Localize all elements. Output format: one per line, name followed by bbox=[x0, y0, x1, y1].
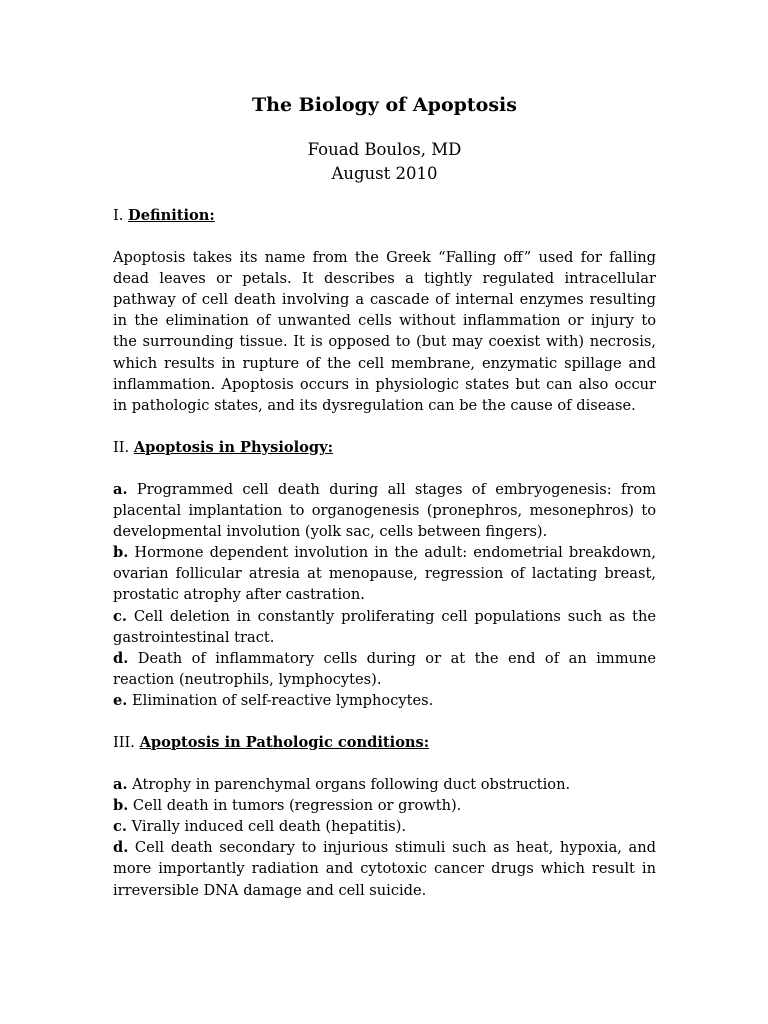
section-number: I. bbox=[113, 207, 129, 224]
item-text: Elimination of self-reactive lymphocytes. bbox=[127, 691, 434, 709]
list-item bbox=[113, 816, 656, 837]
item-text: Cell deletion in constantly proliferating cell populations such as the gastrointestinal tract. bbox=[113, 607, 656, 646]
list-item bbox=[113, 479, 656, 542]
item-letter: d. bbox=[113, 649, 129, 667]
item-letter: b. bbox=[113, 797, 129, 815]
section-number: II. bbox=[113, 438, 134, 456]
list-item bbox=[113, 606, 656, 648]
item-text: Hormone dependent involution in the adult: endometrial breakdown, ovarian follicular atresia at menopause, regression of lactating breast, prostatic atrophy after castration. bbox=[113, 544, 656, 604]
item-letter: a. bbox=[113, 480, 128, 498]
section-title: Apoptosis in Pathologic conditions: bbox=[139, 733, 430, 751]
item-letter: a. bbox=[113, 776, 128, 794]
section-heading-physiology bbox=[113, 437, 656, 458]
item-letter: c. bbox=[113, 607, 127, 625]
item-text: Programmed cell death during all stages of embryogenesis: from placental implantation to organogenesis (pronephros, mesonephros) to developmental involution (yolk sac, cells between fingers). bbox=[113, 480, 656, 541]
definition-paragraph: Apoptosis takes its name from the Greek “Falling off” used for falling dead leaves or petals. It describes a tightly regulated intracellular pathway of cell death involving a cascade of internal enzymes resulting in the elimination of unwanted cells without inflammation or injury to the surrounding tissue. It is opposed to (but may coexist with) necrosis, which results in rupture of the cell membrane, enzymatic spillage and inflammation. Apoptosis occurs in physiologic states but can also occur in pathologic states, and its dysregulation can be the cause of disease. bbox=[113, 249, 656, 414]
list-item bbox=[113, 648, 656, 690]
item-letter: b. bbox=[113, 544, 129, 562]
physiology-list bbox=[113, 479, 656, 711]
list-item bbox=[113, 774, 656, 795]
list-item bbox=[113, 690, 656, 711]
item-text: Cell death in tumors (regression or growth). bbox=[128, 797, 462, 815]
section-heading-pathology bbox=[113, 732, 656, 753]
item-text: Atrophy in parenchymal organs following duct obstruction. bbox=[127, 776, 571, 794]
item-text: Virally induced cell death (hepatitis). bbox=[126, 818, 407, 836]
pathology-list bbox=[113, 774, 656, 901]
publication-date: August 2010 bbox=[331, 164, 438, 183]
author-name: Fouad Boulos, MD bbox=[307, 140, 462, 159]
item-letter: c. bbox=[113, 818, 127, 836]
section-title: Definition: bbox=[128, 207, 215, 224]
list-item bbox=[113, 837, 656, 900]
section-title: Apoptosis in Physiology: bbox=[133, 438, 333, 456]
section-heading-definition bbox=[113, 205, 656, 226]
item-text: Death of inflammatory cells during or at the end of an immune reaction (neutrophils, lymphocytes). bbox=[113, 649, 656, 688]
list-item bbox=[113, 542, 656, 605]
list-item bbox=[113, 795, 656, 816]
document-title: The Biology of Apoptosis bbox=[252, 94, 517, 116]
document-body bbox=[113, 92, 656, 922]
item-letter: d. bbox=[113, 839, 129, 857]
item-letter: e. bbox=[113, 691, 128, 709]
item-text: Cell death secondary to injurious stimuli such as heat, hypoxia, and more importantly radiation and cytotoxic cancer drugs which result in irreversible DNA damage and cell suicide. bbox=[113, 839, 656, 899]
section-number: III. bbox=[113, 733, 140, 751]
